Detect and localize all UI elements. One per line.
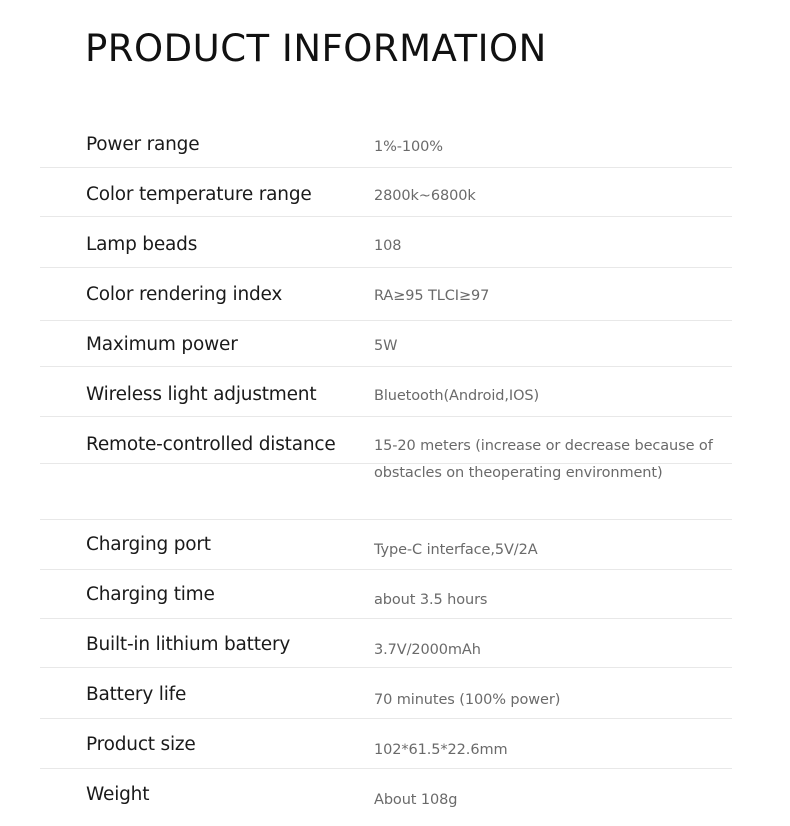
row-divider [40, 320, 732, 321]
row-divider [40, 569, 732, 570]
row-divider [40, 667, 732, 668]
page-title: PRODUCT INFORMATION [85, 27, 547, 70]
spec-label-product-size: Product size [86, 734, 196, 755]
row-divider [40, 768, 732, 769]
spec-label-color-temperature-range: Color temperature range [86, 184, 312, 205]
spec-value-remote-controlled-distance-line2: obstacles on theoperating environment) [374, 465, 663, 481]
spec-value-power-range: 1%-100% [374, 139, 443, 155]
spec-value-wireless-light-adjustment: Bluetooth(Android,IOS) [374, 388, 540, 404]
row-divider [40, 618, 732, 619]
spec-label-weight: Weight [86, 784, 150, 805]
row-divider [40, 416, 732, 417]
row-divider [40, 167, 732, 168]
spec-value-color-rendering-index: RA≥95 TLCI≥97 [374, 288, 490, 304]
spec-label-charging-port: Charging port [86, 534, 211, 555]
spec-value-lamp-beads: 108 [374, 238, 402, 254]
spec-value-weight: About 108g [374, 792, 458, 808]
spec-label-battery-life: Battery life [86, 684, 187, 705]
spec-label-built-in-lithium-battery: Built-in lithium battery [86, 634, 291, 655]
row-divider [40, 519, 732, 520]
spec-label-wireless-light-adjustment: Wireless light adjustment [86, 384, 317, 405]
spec-value-product-size: 102*61.5*22.6mm [374, 742, 508, 758]
spec-value-remote-controlled-distance: 15-20 meters (increase or decrease because of [374, 438, 713, 454]
spec-value-battery-life: 70 minutes (100% power) [374, 692, 561, 708]
spec-label-power-range: Power range [86, 134, 200, 155]
spec-label-remote-controlled-distance: Remote-controlled distance [86, 434, 336, 455]
spec-label-maximum-power: Maximum power [86, 334, 238, 355]
spec-label-lamp-beads: Lamp beads [86, 234, 198, 255]
spec-label-charging-time: Charging time [86, 584, 215, 605]
row-divider [40, 366, 732, 367]
row-divider [40, 718, 732, 719]
row-divider [40, 216, 732, 217]
spec-value-maximum-power: 5W [374, 338, 398, 354]
spec-value-built-in-lithium-battery: 3.7V/2000mAh [374, 642, 481, 658]
spec-value-color-temperature-range: 2800k~6800k [374, 188, 476, 204]
row-divider [40, 267, 732, 268]
spec-value-charging-time: about 3.5 hours [374, 592, 488, 608]
spec-label-color-rendering-index: Color rendering index [86, 284, 283, 305]
spec-value-charging-port: Type-C interface,5V/2A [374, 542, 538, 558]
